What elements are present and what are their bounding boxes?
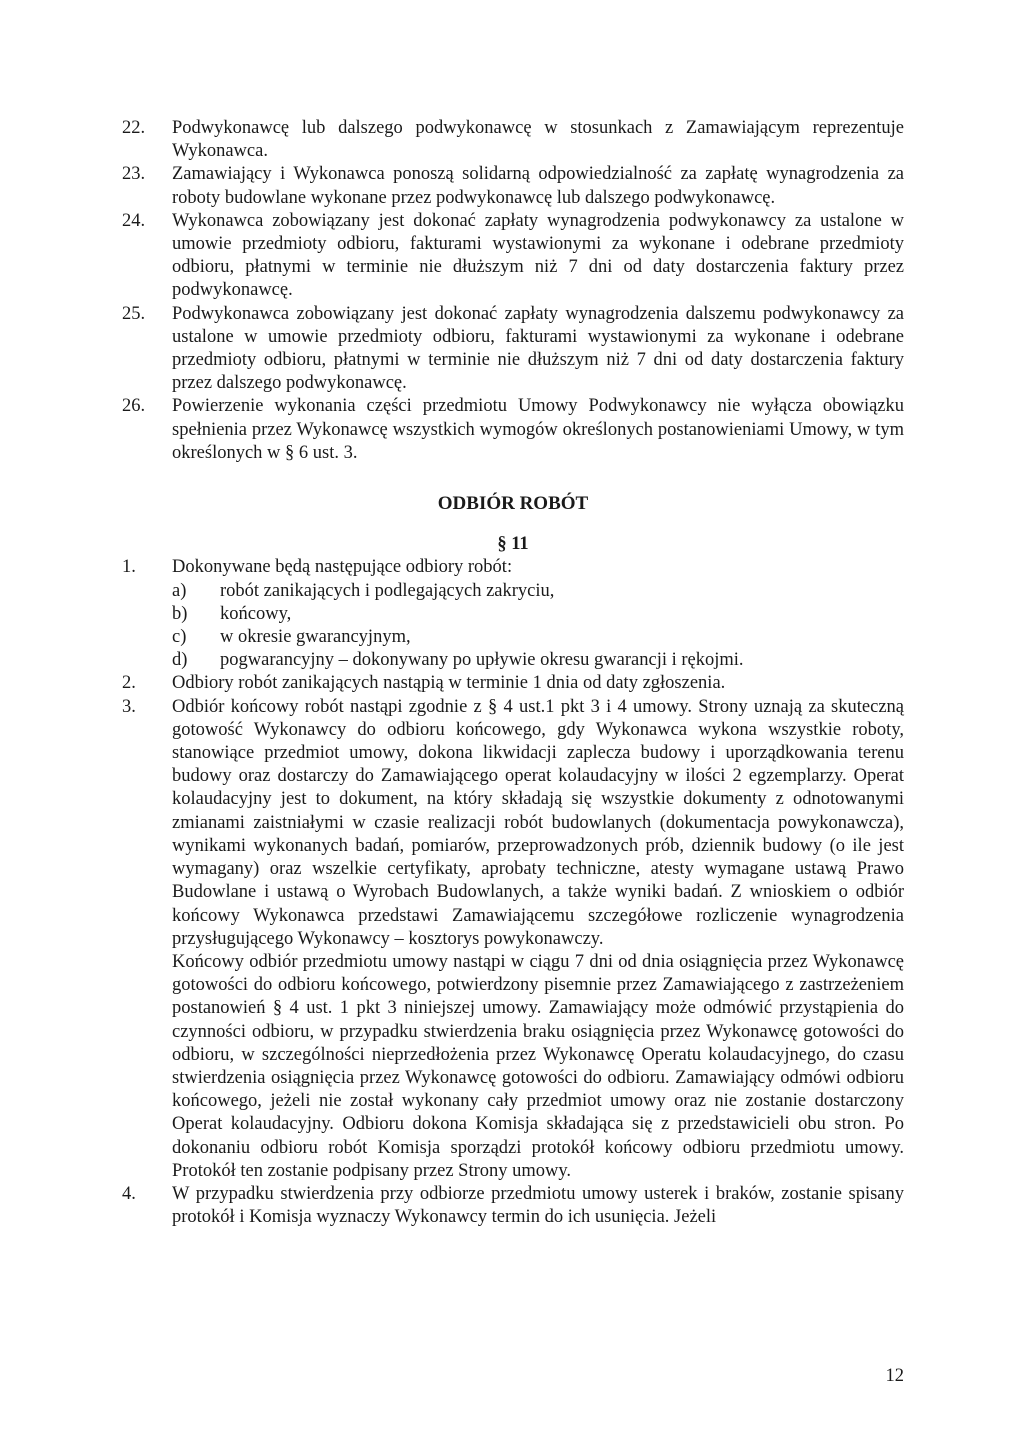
sub-item-letter: c) [172,627,187,648]
item-number: 22. [122,118,146,138]
item-text: Zamawiający i Wykonawca ponoszą solidarną odpowiedzialność za zapłatę wynagrodzenia za roboty budowlane wykonane przez podwykonawcę lub dalszego podwykonawcę. [172,164,904,208]
sub-item-text: w okresie gwarancyjnym, [220,627,411,648]
list-item-25 [122,303,904,396]
list-item-23 [122,163,904,209]
item-text: Odbiory robót zanikających nastąpią w terminie 1 dnia od daty zgłoszenia. [172,673,726,694]
item-text-part-1: Odbiór końcowy robót nastąpi zgodnie z § 4 ust.1 pkt 3 i 4 umowy. Strony uznają za skuteczną gotowość Wykonawcy do odbioru końcowego, gdy Wykonawca wykona wszystkie roboty, stanowiące przedmiot umowy, dokona likwidacji zaplecza budowy i uporządkowania terenu budowy oraz dostarczy do Zamawiającego operat kolaudacyjny w ilości 2 egzemplarzy. Operat kolaudacyjny jest to dokument, na który składają się wszystkie dokumenty z odnotowanymi zmianami zaistniałymi w czasie realizacji robót budowlanych (dokumentacja powykonawcza), wynikami wykonanych badań, pomiarów, przeprowadzonych prób, dziennik budowy (o ile jest wymagany) oraz wszelkie certyfikaty, aprobaty techniczne, atesty wymagane ustawą Prawo Budowlane i ustawą o Wyrobach Budowlanych, a także wyniki badań. Z wnioskiem o odbiór końcowy Wykonawca przedstawi Zamawiającemu szczegółowe rozliczenie wynagrodzenia przysługującego Wykonawcy – kosztorys powykonawczy. [172,696,904,949]
sub-item-c [172,626,904,649]
section-heading: ODBIÓR ROBÓT [437,493,589,515]
sub-item-b [172,603,904,626]
item-text: Dokonywane będą następujące odbiory robót: [172,557,513,578]
sub-item-text: końcowy, [220,603,292,624]
item-number: 3. [122,696,136,717]
list-item-22 [122,117,904,163]
sub-item-d [172,649,904,672]
page-number: 12 [885,1366,904,1386]
sub-item-letter: a) [172,580,187,601]
document-page [122,117,904,1229]
item-text: Wykonawca zobowiązany jest dokonać zapłaty wynagrodzenia podwykonawcy za ustalone w umowie przedmioty odbioru, fakturami wystawionymi za wykonane i odebrane przedmioty odbioru, płatnymi w terminie nie dłuższym niż 7 dni od daty dostarczenia faktury przez podwykonawcę. [172,210,904,301]
list-item-1 [122,556,904,672]
list-item-26 [122,395,904,465]
item-text-part-2: Końcowy odbiór przedmiotu umowy nastąpi w ciągu 7 dni od dnia osiągnięcia przez Wykonawcę gotowości do odbioru końcowego, potwierdzony pisemnie przez Zamawiającego z zastrzeżeniem postanowień § 4 ust. 1 pkt 3 niniejszej umowy. Zamawiający może odmówić przystąpienia do czynności odbioru, w przypadku stwierdzenia braku osiągnięcia przez Wykonawcę gotowości do odbioru, w szczególności nieprzedłożenia przez Wykonawcę Operatu kolaudacyjnego, do czasu stwierdzenia osiągnięcia przez Wykonawcę gotowości do odbioru. Zamawiający odmówi odbioru końcowego, jeżeli nie został wykonany cały przedmiot umowy oraz nie zostanie dostarczony Operat kolaudacyjny. Odbioru dokona Komisja składająca się z przedstawicieli obu stron. Po dokonaniu odbioru robót Komisja sporządzi protokół końcowy odbioru przedmiotu umowy. Protokół ten zostanie podpisany przez Strony umowy. [172,951,904,1181]
item-number: 4. [122,1183,136,1204]
item-text: Powierzenie wykonania części przedmiotu Umowy Podwykonawcy nie wyłącza obowiązku spełnienia przez Wykonawcę wszystkich wymogów określonych postanowieniami Umowy, w tym określonych w § 6 ust. 3. [172,396,904,463]
item-number: 25. [122,303,146,324]
item-number: 26. [122,396,146,417]
item-number: 1. [122,557,136,578]
sub-item-a [172,580,904,603]
list-item-24 [122,210,904,303]
item-text: Podwykonawcę lub dalszego podwykonawcę w stosunkach z Zamawiającym reprezentuje Wykonawca. [172,118,904,162]
item-number: 2. [122,673,136,694]
list-item-2 [122,672,904,695]
item-number: 24. [122,210,146,231]
sub-item-letter: b) [172,603,188,624]
item-number: 23. [122,164,146,185]
list-item-4 [122,1183,904,1229]
sub-item-text: robót zanikających i podlegających zakryciu, [220,580,555,601]
paragraph-sign: § 11 [497,534,529,555]
sub-item-letter: d) [172,650,188,671]
list-item-3 [122,696,904,1183]
item-text: W przypadku stwierdzenia przy odbiorze przedmiotu umowy usterek i braków, zostanie spisany protokół i Komisja wyznaczy Wykonawcy termin do ich usunięcia. Jeżeli [172,1183,904,1228]
item-text: Podwykonawca zobowiązany jest dokonać zapłaty wynagrodzenia dalszemu podwykonawcy za ustalone w umowie przedmioty odbioru, fakturami wystawionymi za wykonane i odebrane przedmioty odbioru, płatnymi w terminie nie dłuższym niż 7 dni od daty dostarczenia faktury przez dalszego podwykonawcę. [172,303,904,394]
sub-item-text: pogwarancyjny – dokonywany po upływie okresu gwarancji i rękojmi. [220,650,744,671]
